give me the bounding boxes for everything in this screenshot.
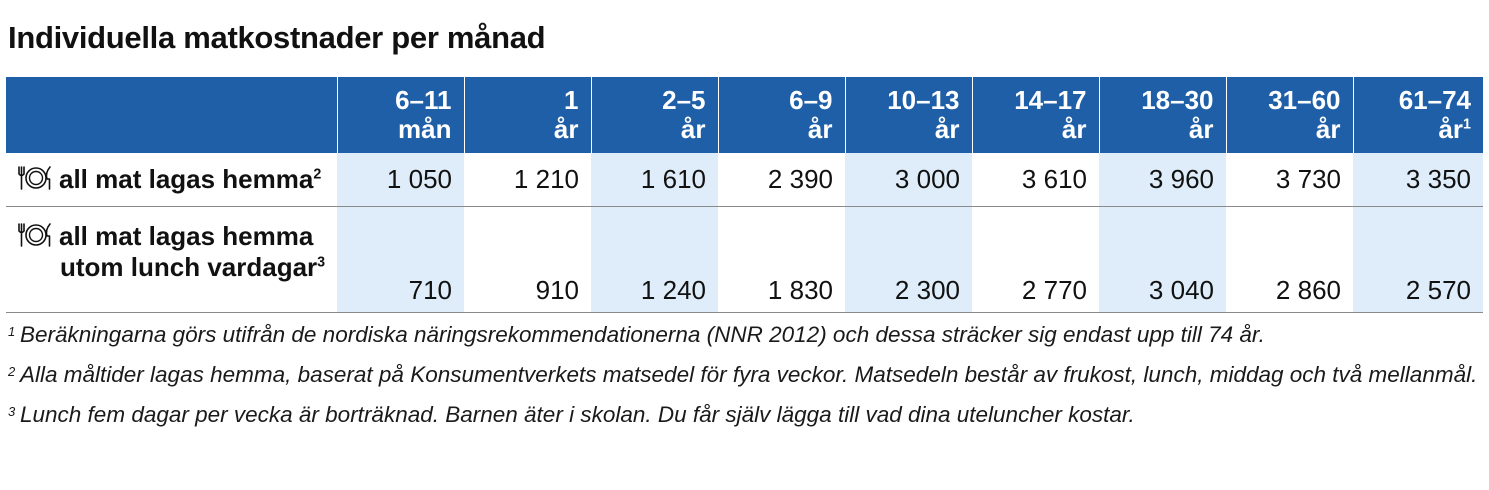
- column-header: 61–74 $år^1$: [1353, 77, 1483, 153]
- table-cell: 1 610: [591, 153, 718, 207]
- column-header: 6–9 år: [718, 77, 845, 153]
- column-header: 31–60 år: [1226, 77, 1353, 153]
- row-label: all mat lagas hemma$^2$: [6, 153, 337, 207]
- table-cell: 3 960: [1099, 153, 1226, 207]
- table-cell: 3 040: [1099, 207, 1226, 313]
- header-label-cell: [6, 77, 337, 153]
- table-cell: 2 390: [718, 153, 845, 207]
- footnotes: [8, 320, 1478, 440]
- table-cell: 3 350: [1353, 153, 1483, 207]
- table-cell: 1 830: [718, 207, 845, 313]
- table-cell: 1 210: [464, 153, 591, 207]
- table-row: [6, 153, 1483, 207]
- footnote: 1 Beräkningarna görs utifrån de nordiska näringsrekommendationerna (NNR 2012) och dessa sträcker sig endast upp till 74 år.: [8, 322, 1265, 347]
- plate-cutlery-icon: [16, 222, 54, 248]
- page-title: Individuella matkostnader per månad: [8, 20, 546, 55]
- table-cell: 1 050: [337, 153, 464, 207]
- plate-cutlery-icon: [16, 165, 54, 191]
- food-cost-table: [6, 77, 1483, 313]
- table-cell: 1 240: [591, 207, 718, 313]
- table-cell: 3 000: [845, 153, 972, 207]
- table-cell: 710: [337, 207, 464, 313]
- table-cell: 3 610: [972, 153, 1099, 207]
- column-header: 6–11 mån: [337, 77, 464, 153]
- header-row: [6, 77, 1483, 153]
- column-header: 1 år: [464, 77, 591, 153]
- column-header: 18–30 år: [1099, 77, 1226, 153]
- column-header: 2–5 år: [591, 77, 718, 153]
- table-row: [6, 207, 1483, 313]
- table-cell: 910: [464, 207, 591, 313]
- column-header: 14–17 år: [972, 77, 1099, 153]
- table-cell: 3 730: [1226, 153, 1353, 207]
- footnote: 2 Alla måltider lagas hemma, baserat på Konsumentverkets matsedel för fyra veckor. Matsedeln består av frukost, lunch, middag och två mellanmål.: [8, 362, 1478, 387]
- table-cell: 2 770: [972, 207, 1099, 313]
- table-cell: 2 300: [845, 207, 972, 313]
- column-header: 10–13 år: [845, 77, 972, 153]
- table-cell: 2 570: [1353, 207, 1483, 313]
- table-cell: 2 860: [1226, 207, 1353, 313]
- footnote: 3 Lunch fem dagar per vecka är borträknad. Barnen äter i skolan. Du får själv lägga till vad dina uteluncher kostar.: [8, 402, 1135, 427]
- row-label: all mat lagas hemma utom lunch vardagar$^3$: [6, 207, 337, 313]
